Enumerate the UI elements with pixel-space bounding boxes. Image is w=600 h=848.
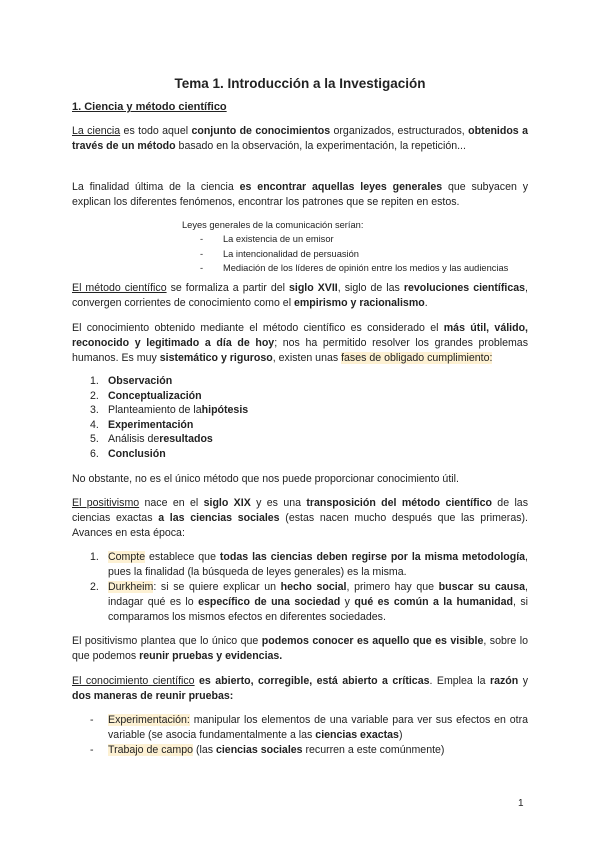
list-item: 3. Planteamiento de la hipótesis (90, 404, 249, 417)
paragraph-ciencia: La ciencia es todo aquel conjunto de conocimientos organizados, estructurados, obtenidos a través de un método basado en la observación, la experimentación, la repetición... (72, 125, 528, 152)
page-number: 1 (518, 798, 524, 809)
quote-item: - La intencionalidad de persuasión (200, 248, 359, 259)
paragraph-conocimiento-cientifico: El conocimiento científico es abierto, corregible, está abierto a críticas. Emplea la razón y dos maneras de reunir pruebas: (72, 675, 528, 702)
paragraph-finalidad: La finalidad última de la ciencia es encontrar aquellas leyes generales que subyacen y explican los diferentes fenómenos, encontrar los patrones que se repiten en estos. (72, 181, 529, 208)
paragraph-conocimiento: El conocimiento obtenido mediante el método científico es considerado el más útil, válido, reconocido y legitimado a día de hoy; nos ha permitido resolver los grandes problemas humanos. Es muy sistemático y riguroso, existen unas fases de obligado cumplimiento: (72, 322, 528, 364)
list-item: - Experimentación: manipular los elementos de una variable para ver sus efectos en otra variable (se asocia fundamentalmente a las ciencias exactas) (90, 714, 528, 741)
list-item: 2. Durkheim: si se quiere explicar un hecho social, primero hay que buscar su causa, indagar qué es lo específico de una sociedad y qué es común a la humanidad, si comparamos los mismos efectos en diferentes sociedades. (90, 581, 529, 623)
methods-list (90, 713, 528, 758)
advances-list (90, 550, 528, 625)
paragraph-positivismo-plantea: El positivismo plantea que lo único que podemos conocer es aquello que es visible, sobre lo que podemos reunir pruebas y evidencias. (72, 635, 528, 662)
list-item: 5. Análisis de resultados (90, 433, 213, 446)
quote-intro: Leyes generales de la comunicación serían: (182, 220, 364, 230)
list-item: 1. Observación (90, 375, 173, 387)
list-item: 2. Conceptualización (90, 389, 202, 402)
paragraph-positivismo: El positivismo nace en el siglo XIX y es una transposición del método científico de las ciencias exactas a las ciencias sociales (estas nacen mucho después que las primeras). Avances en esta época: (72, 497, 528, 539)
quote-item: - Mediación de los líderes de opinión entre los medios y las audiencias (200, 262, 509, 273)
paragraph-no-obstante: No obstante, no es el único método que nos puede proporcionar conocimiento útil. (72, 473, 459, 485)
paragraph-metodo: El método científico se formaliza a partir del siglo XVII, siglo de las revoluciones científicas, convergen corrientes de conocimiento como el empirismo y racionalismo. (72, 282, 528, 309)
list-item: 4. Experimentación (90, 418, 194, 431)
quote-item: - La existencia de un emisor (200, 234, 334, 245)
phases-list (90, 374, 530, 462)
section-heading: 1. Ciencia y método científico (72, 101, 227, 113)
list-item: - Trabajo de campo (las ciencias sociales recurren a este comúnmente) (90, 744, 445, 756)
leyes-generales-quote (182, 218, 508, 275)
list-item: 1. Compte establece que todas las ciencias deben regirse por la misma metodología, pues la finalidad (la búsqueda de leyes generales) es la misma. (90, 551, 528, 578)
list-item: 6. Conclusión (90, 447, 166, 460)
page-title: Tema 1. Introducción a la Investigación (174, 76, 426, 91)
